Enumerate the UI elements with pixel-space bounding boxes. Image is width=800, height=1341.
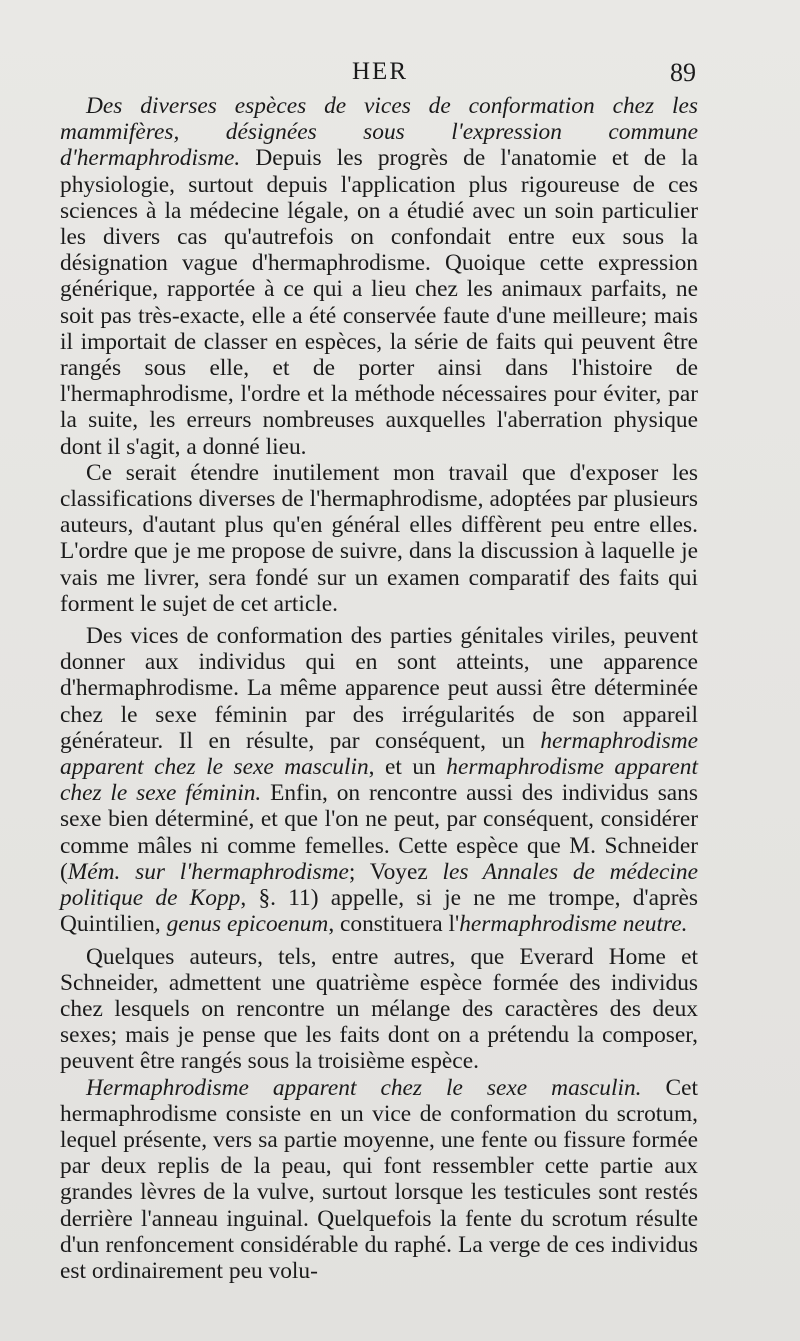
paragraph-text: , §. 11) appelle, si je ne me trompe, d'après Quintilien, (60, 885, 698, 938)
paragraph-text: , constituera l' (328, 911, 460, 938)
paragraph-text: Enfin, on rencontre aussi des individus sans sexe bien déterminé, et que l'on ne peut, par conséquent, considérer comme mâles ni comme femelles. Cette espèce que M. Schneider ( (60, 780, 698, 885)
paragraph-text: Des vices de conformation des parties génitales viriles, peuvent donner aux individus qui en sont atteints, une apparence d'hermaphrodisme. La même apparence peut aussi être déterminée chez le sexe féminin par des irrégularités de son appareil générateur. Il en résulte, par conséquent, un (60, 623, 698, 754)
page-number: 89 (670, 58, 696, 87)
term-hermaphrodisme-masculin: hermaphrodisme apparent chez le sexe masculin (60, 727, 698, 781)
paragraph-text: Quelques auteurs, tels, entre autres, que Everard Home et Schneider, admettent une quatrième espèce formée des individus chez lesquels on rencontre un mélange des caractères des deux sexes; mais je pense que les faits dont on a prétendu la composer, peuvent être rangés sous la troisième espèce. (60, 943, 698, 1075)
term-genus-epicoenum: genus epicoenum (166, 911, 329, 938)
paragraph-text: Cet hermaphrodisme consiste en un vice de conformation du scrotum, lequel présente, vers sa partie moyenne, une fente ou fissure formée par deux replis de la peau, qui font ressembler cette partie aux grandes lèvres de la vulve, surtout lorsque les testicules sont restés derrière l'anneau inguinal. Quelquefois la fente du scrotum résulte d'un renfoncement considérable du raphé. La verge de ces individus est ordinairement peu volu- (60, 1074, 698, 1284)
paragraph-diverses-especes (60, 93, 698, 460)
page-header (60, 58, 700, 94)
paragraph-text: ; Voyez (348, 858, 443, 885)
page-body (60, 93, 698, 1284)
heading-diverses-especes: Des diverses espèces de vices de conformation chez les mammifères, désignées sous l'expression commune d'hermaphrodisme. (60, 93, 698, 172)
paragraph-vices-conformation (60, 623, 698, 937)
heading-hermaphrodisme-masculin: Hermaphrodisme apparent chez le sexe masculin. (86, 1074, 642, 1101)
paragraph-text: , et un (368, 754, 447, 781)
paragraph-text: Depuis les progrès de l'anatomie et de la physiologie, surtout depuis l'application plus rigoureuse de ces sciences à la médecine légale, on a étudié avec un soin particulier les divers cas qu'autrefois on confondait entre eux sous la désignation vague d'hermaphrodisme. Quoique cette expression générique, rapportée à ce qui a lieu chez les animaux parfaits, ne soit pas très-exacte, elle a été conservée faute d'une meilleure; mais il importait de classer en espèces, la série de faits qui peuvent être rangés sous elle, et de porter ainsi dans l'histoire de l'hermaphrodisme, l'ordre et la méthode nécessaires pour éviter, par la suite, les erreurs nombreuses auxquelles l'aberration physique dont il s'agit, a donné lieu. (60, 145, 698, 460)
term-hermaphrodisme-neutre: hermaphrodisme neutre. (459, 911, 688, 938)
paragraph-quatrieme-espece (60, 944, 698, 1075)
paragraph-hermaphrodisme-masculin (60, 1075, 698, 1285)
paragraph-classifications (60, 460, 698, 617)
running-head: HER (352, 58, 408, 85)
citation-memoire: Mém. sur l'hermaphrodisme (67, 858, 349, 885)
term-hermaphrodisme-feminin: hermaphrodisme apparent chez le sexe féminin. (60, 754, 698, 807)
citation-annales: les Annales de médecine politique de Kopp (60, 858, 698, 912)
paragraph-text: Ce serait étendre inutilement mon travail que d'exposer les classifications diverses de l'hermaphrodisme, adoptées par plusieurs auteurs, d'autant plus qu'en général elles diffèrent peu entre elles. L'ordre que je me propose de suivre, dans la discussion à laquelle je vais me livrer, sera fondé sur un examen comparatif des faits qui forment le sujet de cet article. (60, 459, 698, 617)
